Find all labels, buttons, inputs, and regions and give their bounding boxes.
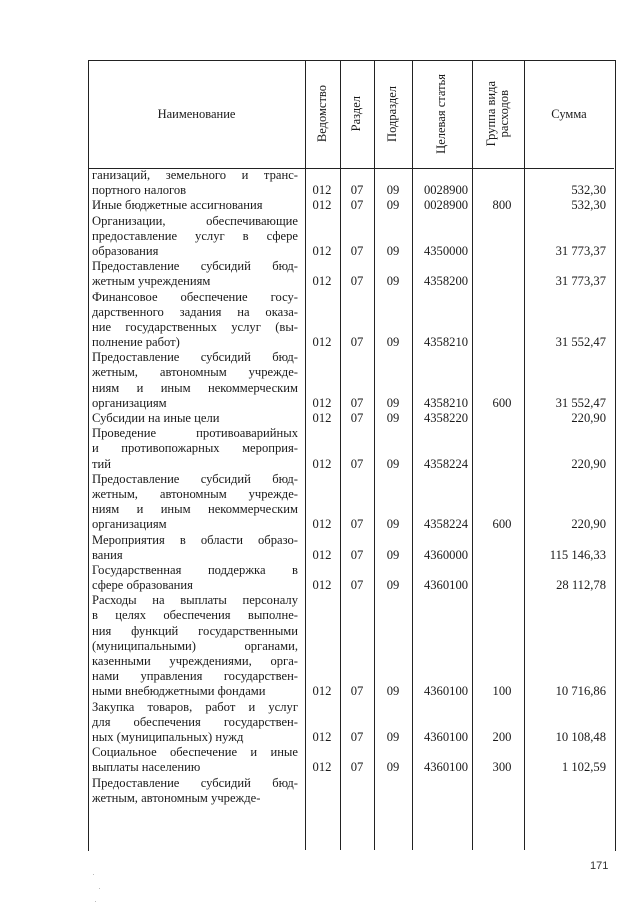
row-name-line: в целях обеспечения выполне- [92, 608, 298, 623]
row-gruppa [480, 578, 524, 593]
row-name-line: дарственного задания на оказа- [92, 304, 298, 319]
row-summa: 532,30 [571, 183, 606, 198]
row-gruppa: 100 [492, 684, 512, 699]
row-celevaya: 4358224 [423, 517, 469, 532]
row-name [92, 411, 298, 426]
row-summa: 10 108,48 [555, 729, 606, 744]
row-gruppa: 600 [492, 395, 512, 410]
row-name-line: ниям и иным некоммерческим [92, 380, 298, 395]
row-podrazdel: 09 [386, 760, 400, 775]
row-celevaya: 4358224 [423, 456, 469, 471]
row-vedomstvo: 012 [312, 578, 332, 593]
row-summa: 28 112,78 [556, 578, 606, 593]
header-podrazdel [374, 60, 412, 168]
row-name-line: сфере образования [92, 578, 193, 593]
row-gruppa [480, 244, 524, 259]
row-podrazdel: 09 [386, 684, 400, 699]
row-celevaya: 4360100 [423, 578, 469, 593]
row-podrazdel: 09 [386, 578, 400, 593]
row-name-line: казенными учреждениями, орга- [92, 654, 298, 668]
row-name [92, 472, 298, 533]
row-summa: 31 773,37 [555, 243, 606, 258]
row-name [92, 593, 298, 699]
table-row [88, 472, 614, 533]
row-name-line: Предоставление субсидий бюд- [92, 259, 298, 274]
row-summa: 31 552,47 [555, 335, 606, 350]
row-name [92, 290, 298, 351]
row-vedomstvo: 012 [312, 517, 332, 532]
row-name-line: Мероприятия в области образо- [92, 532, 298, 547]
table-row [88, 745, 614, 775]
row-celevaya: 4358220 [423, 411, 469, 425]
row-razdel: 07 [350, 335, 364, 350]
row-name-line: Предоставление субсидий бюд- [92, 775, 298, 790]
table-row [88, 259, 614, 289]
row-razdel: 07 [350, 547, 364, 562]
row-name-line: и противопожарных мероприя- [92, 441, 298, 456]
row-razdel: 07 [350, 456, 364, 471]
row-name [92, 776, 298, 806]
row-razdel: 07 [350, 684, 364, 699]
row-celevaya: 4360100 [423, 760, 469, 775]
row-vedomstvo: 012 [312, 456, 332, 471]
row-name-line: нами управления государствен- [92, 669, 298, 684]
row-razdel: 07 [350, 760, 364, 775]
header-vedomstvo [305, 60, 340, 168]
page-number: 171 [590, 860, 609, 872]
scan-speck [99, 888, 100, 889]
row-name [92, 259, 298, 289]
row-vedomstvo: 012 [312, 760, 332, 775]
row-podrazdel: 09 [386, 243, 400, 258]
header-podrazdel-label: Подраздел [385, 86, 400, 142]
row-podrazdel: 09 [386, 274, 400, 289]
header-summa [524, 60, 614, 168]
row-gruppa [480, 791, 524, 806]
table-row [88, 426, 614, 472]
row-podrazdel: 09 [386, 456, 400, 471]
row-celevaya: 4360100 [423, 729, 469, 744]
table-body [88, 168, 614, 850]
row-podrazdel: 09 [386, 183, 400, 198]
row-name-line: жетным, автономным учрежде- [92, 365, 298, 380]
row-name-line: Предоставление субсидий бюд- [92, 350, 298, 365]
row-summa: 532,30 [571, 198, 606, 213]
row-name-line: Финансовое обеспечение госу- [92, 289, 298, 304]
row-summa: 220,90 [571, 456, 606, 471]
row-gruppa [480, 274, 524, 289]
row-name-line: вания [92, 547, 123, 562]
row-name-line: жетным учреждениям [92, 274, 211, 289]
row-name-line: Государственная поддержка в [92, 562, 298, 577]
header-gruppa [472, 60, 524, 168]
row-razdel [340, 791, 374, 806]
row-podrazdel: 09 [386, 395, 400, 410]
row-name-line: выплаты населению [92, 760, 201, 775]
row-podrazdel: 09 [386, 547, 400, 562]
row-razdel: 07 [350, 729, 364, 744]
row-name [92, 168, 298, 198]
row-name [92, 198, 298, 213]
row-celevaya: 4360000 [423, 547, 469, 562]
scan-speck [95, 901, 96, 902]
row-gruppa [480, 548, 524, 563]
row-name-line: ниям и иным некоммерческим [92, 502, 298, 517]
header-celevaya [412, 60, 472, 168]
row-name-line: предоставление услуг в сфере [92, 228, 298, 243]
row-name-line: Социальное обеспечение и иные [92, 745, 298, 760]
row-celevaya: 4350000 [423, 243, 469, 258]
row-razdel: 07 [350, 243, 364, 258]
row-name [92, 700, 298, 746]
header-razdel [340, 60, 374, 168]
row-summa: 31 773,37 [555, 274, 606, 289]
row-razdel: 07 [350, 395, 364, 410]
row-name [92, 563, 298, 593]
row-summa: 220,90 [571, 517, 606, 532]
row-name-line: полнение работ) [92, 335, 180, 350]
row-name-line: (муниципальными) органами, [92, 638, 298, 653]
row-podrazdel: 09 [386, 729, 400, 744]
row-razdel: 07 [350, 411, 364, 425]
row-name-line: портного налогов [92, 183, 187, 198]
row-name-line: Иные бюджетные ассигнования [92, 198, 263, 213]
scan-speck [93, 874, 94, 875]
row-summa: 31 552,47 [555, 395, 606, 410]
row-summa: 115 146,33 [549, 547, 606, 562]
row-vedomstvo: 012 [312, 335, 332, 350]
row-razdel: 07 [350, 274, 364, 289]
row-gruppa [480, 457, 524, 472]
row-razdel: 07 [350, 517, 364, 532]
row-name-line: ных (муниципальных) нужд [92, 729, 244, 744]
header-vedomstvo-label: Ведомство [314, 85, 329, 143]
row-name-line: Субсидии на иные цели [92, 411, 220, 425]
row-name-line: Организации, обеспечивающие [92, 213, 298, 228]
row-name-line: организациям [92, 395, 167, 410]
row-gruppa: 300 [492, 760, 512, 775]
row-vedomstvo [305, 791, 339, 806]
table-row [88, 563, 614, 593]
row-summa: 10 716,86 [555, 684, 606, 699]
row-vedomstvo: 012 [312, 274, 332, 289]
row-name-line: Проведение противоаварийных [92, 426, 298, 441]
row-vedomstvo: 012 [312, 198, 332, 213]
row-gruppa [480, 335, 524, 350]
row-summa: 220,90 [571, 411, 606, 425]
row-name-line: организациям [92, 517, 167, 532]
row-podrazdel: 09 [386, 198, 400, 213]
row-name-line: ганизаций, земельного и транс- [92, 168, 298, 182]
table-row [88, 350, 614, 411]
row-vedomstvo: 012 [312, 547, 332, 562]
row-celevaya: 4358210 [423, 335, 469, 350]
row-razdel: 07 [350, 578, 364, 593]
table-row [88, 593, 614, 699]
row-vedomstvo: 012 [312, 729, 332, 744]
row-celevaya: 4358200 [423, 274, 469, 289]
row-gruppa: 800 [492, 198, 512, 213]
header-name-label: Наименование [157, 106, 236, 121]
row-podrazdel [374, 791, 412, 806]
row-razdel: 07 [350, 198, 364, 213]
table-row [88, 411, 614, 426]
table-row [88, 198, 614, 213]
row-name-line: образования [92, 243, 159, 258]
row-razdel: 07 [350, 183, 364, 198]
header-summa-label: Сумма [551, 106, 587, 121]
row-vedomstvo: 012 [312, 183, 332, 198]
row-celevaya: 0028900 [423, 198, 469, 213]
row-vedomstvo: 012 [312, 684, 332, 699]
table-row [88, 290, 614, 351]
row-name-line: ния функций государственными [92, 623, 298, 638]
row-vedomstvo: 012 [312, 395, 332, 410]
row-celevaya: 0028900 [423, 183, 469, 198]
row-gruppa: 200 [492, 729, 512, 744]
table-row [88, 168, 614, 198]
header-gruppa-label: Группа вида расходов [483, 81, 511, 147]
row-vedomstvo: 012 [312, 243, 332, 258]
header-name [88, 60, 305, 168]
row-name-line: тий [92, 456, 111, 471]
table-row [88, 214, 614, 260]
table-row [88, 533, 614, 563]
header-celevaya-label: Целевая статья [434, 74, 449, 154]
row-celevaya [412, 791, 480, 806]
row-name-line: Закупка товаров, работ и услуг [92, 699, 298, 714]
table-row [88, 776, 614, 806]
row-name-line: ными внебюджетными фондами [92, 684, 266, 699]
row-name [92, 214, 298, 260]
row-name [92, 533, 298, 563]
row-celevaya: 4360100 [423, 684, 469, 699]
row-name-line: жетным, автономным учрежде- [92, 486, 298, 501]
row-podrazdel: 09 [386, 517, 400, 532]
row-name [92, 350, 298, 411]
row-vedomstvo: 012 [312, 411, 332, 425]
row-summa [524, 791, 606, 806]
header-razdel-label: Раздел [349, 96, 364, 132]
row-name [92, 745, 298, 775]
row-name-line: Предоставление субсидий бюд- [92, 471, 298, 486]
row-gruppa [480, 411, 524, 426]
row-name-line: ние государственных услуг (вы- [92, 319, 298, 334]
row-gruppa [480, 183, 524, 198]
row-name [92, 426, 298, 472]
row-name-line: Расходы на выплаты персоналу [92, 593, 298, 608]
row-gruppa: 600 [492, 517, 512, 532]
row-summa: 1 102,59 [561, 760, 606, 775]
row-podrazdel: 09 [386, 411, 400, 425]
table-row [88, 700, 614, 746]
row-celevaya: 4358210 [423, 395, 469, 410]
row-name-line: для обеспечения государствен- [92, 714, 298, 729]
row-name-line: жетным, автономным учрежде- [92, 790, 261, 805]
row-podrazdel: 09 [386, 335, 400, 350]
